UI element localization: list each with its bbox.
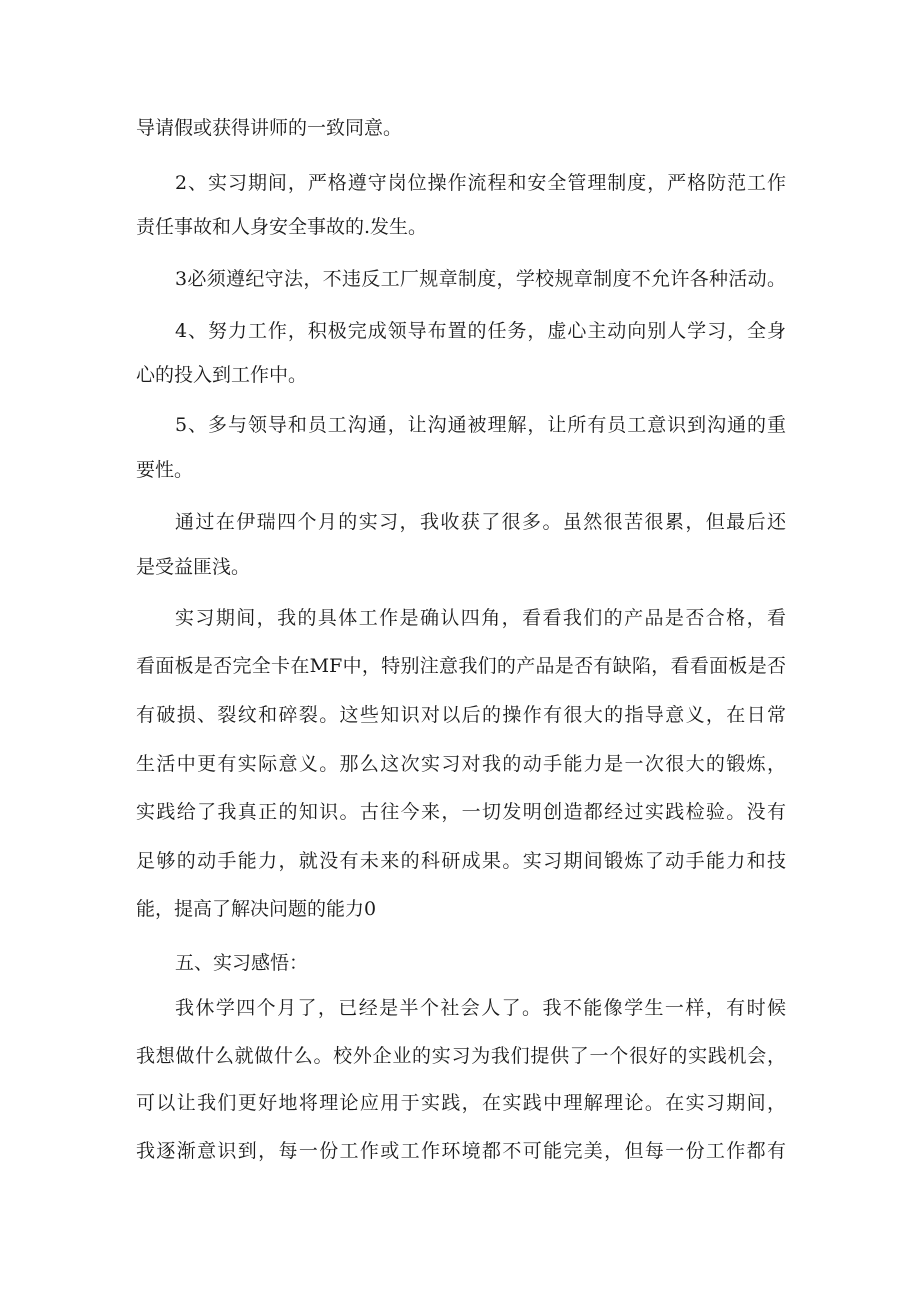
paragraph-line: 3必须遵纪守法，不违反工厂规章制度，学校规章制度不允许各种活动。 — [175, 268, 786, 290]
paragraph-line: 要性。 — [136, 459, 194, 481]
paragraph-line: 我休学四个月了，已经是半个社会人了。我不能像学生一样，有时候 — [175, 997, 786, 1019]
paragraph-line: 可以让我们更好地将理论应用于实践，在实践中理解理论。在实习期间， — [136, 1092, 786, 1114]
section-heading: 五、实习感悟： — [175, 952, 309, 974]
paragraph-line: 我想做什么就做什么。校外企业的实习为我们提供了一个很好的实践机会， — [136, 1045, 786, 1067]
paragraph-line: 有破损、裂纹和碎裂。这些知识对以后的操作有很大的指导意义，在日常 — [136, 704, 786, 726]
paragraph-line: 实习期间，我的具体工作是确认四角，看看我们的产品是否合格，看 — [175, 607, 786, 629]
paragraph-line: 4、努力工作，积极完成领导布置的任务，虚心主动向别人学习，全身 — [175, 320, 786, 342]
paragraph-line: 能，提高了解决问题的能力0 — [136, 898, 377, 920]
paragraph-line: 实践给了我真正的知识。古往今来，一切发明创造都经过实践检验。没有 — [136, 801, 786, 823]
paragraph-line: 通过在伊瑞四个月的实习，我收获了很多。虽然很苦很累，但最后还 — [175, 511, 786, 533]
paragraph-line: 我逐渐意识到，每一份工作或工作环境都不可能完美，但每一份工作都有 — [136, 1140, 786, 1162]
paragraph-line: 心的投入到工作中。 — [136, 364, 308, 386]
paragraph-line: 生活中更有实际意义。那么这次实习对我的动手能力是一次很大的锻炼， — [136, 753, 786, 775]
paragraph-line: 是受益匪浅。 — [136, 556, 251, 578]
paragraph-line: 责任事故和人身安全事故的.发生。 — [136, 216, 428, 238]
paragraph-line: 导请假或获得讲师的一致同意。 — [136, 117, 403, 139]
paragraph-line: 2、实习期间，严格遵守岗位操作流程和安全管理制度，严格防范工作 — [175, 172, 786, 194]
paragraph-line: 5、多与领导和员工沟通，让沟通被理解，让所有员工意识到沟通的重 — [175, 414, 786, 436]
paragraph-line: 看面板是否完全卡在MF中，特别注意我们的产品是否有缺陷，看看面板是否 — [136, 655, 786, 677]
paragraph-line: 足够的动手能力，就没有未来的科研成果。实习期间锻炼了动手能力和技 — [136, 850, 786, 872]
